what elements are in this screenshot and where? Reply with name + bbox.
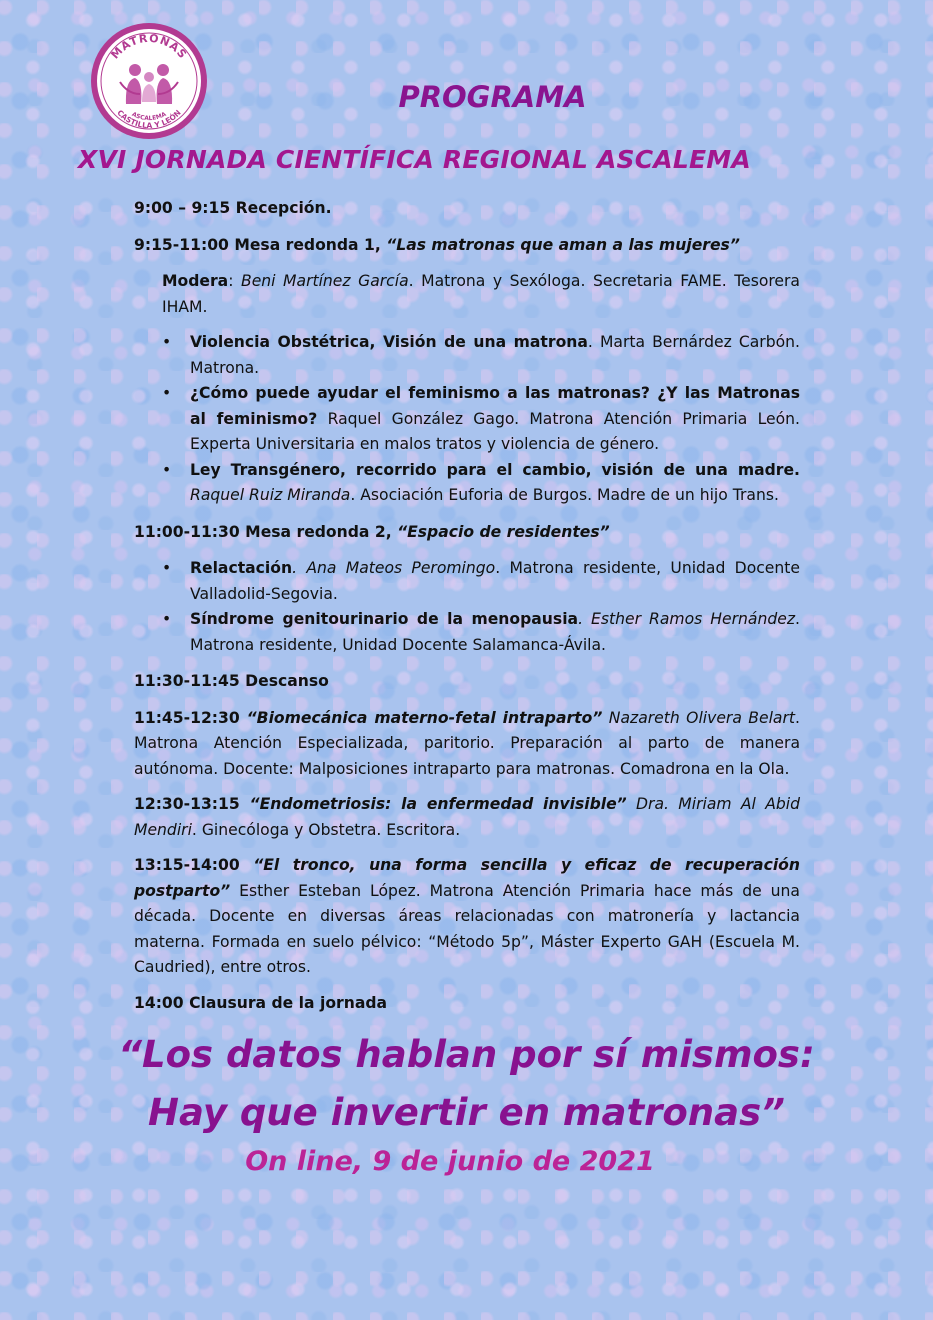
bullet-icon: • <box>162 559 172 577</box>
motto-line-2: Hay que invertir en matronas” <box>148 1091 785 1134</box>
list-item: • Relactación. Ana Mateos Peromingo. Matrona residente, Unidad Docente Valladolid-Segovia. <box>162 556 800 607</box>
schedule-item-endometriosis: 12:30-13:15 “Endometriosis: la enfermedad invisible” Dra. Miriam Al Abid Mendiri. Ginecóloga y Obstetra. Escritora. <box>134 795 800 839</box>
event-subtitle: XVI JORNADA CIENTÍFICA REGIONAL ASCALEMA <box>78 145 751 174</box>
moderator-name: Beni Martínez García <box>241 272 409 290</box>
schedule-item-closing: 14:00 Clausura de la jornada <box>134 993 388 1012</box>
schedule-item-round-table-1: 9:15-11:00 Mesa redonda 1, “Las matronas que aman a las mujeres” <box>134 235 740 254</box>
bullet-icon: • <box>162 460 172 479</box>
schedule-item-round-table-2: 11:00-11:30 Mesa redonda 2, “Espacio de residentes” <box>134 522 610 541</box>
round-table-1-title: “Las matronas que aman a las mujeres” <box>386 235 740 254</box>
motto-line-1: “Los datos hablan por sí mismos: <box>118 1033 815 1076</box>
round-table-2-title: “Espacio de residentes” <box>397 522 610 541</box>
schedule-item-reception: 9:00 – 9:15 Recepción. <box>134 199 332 217</box>
bullet-icon: • <box>162 610 172 628</box>
schedule-item-postpartum: 13:15-14:00 “El tronco, una forma sencilla y eficaz de recuperación postparto” Esther Esteban López. Matrona Atención Primaria hace más de una década. Docente en diversas áreas relacionadas con matronería y lactancia materna. Formada en suelo pélvico: “Método 5p”, Máster Experto GAH (Escuela M. Caudried), entre otros. <box>134 856 800 976</box>
schedule-item-break: 11:30-11:45 Descanso <box>134 672 329 690</box>
logo-top-text: MATRONAS <box>108 31 190 62</box>
list-item: • Ley Transgénero, recorrido para el cambio, visión de una madre. Raquel Ruiz Miranda. Asociación Euforia de Burgos. Madre de un hijo Trans. <box>162 458 800 509</box>
round-table-2-talks <box>162 556 800 658</box>
event-date: On line, 9 de junio de 2021 <box>245 1146 655 1177</box>
title-text: PROGRAMA <box>398 80 587 114</box>
list-item: • Violencia Obstétrica, Visión de una matrona. Marta Bernárdez Carbón. Matrona. <box>162 330 800 381</box>
bullet-icon: • <box>162 333 172 351</box>
moderator-line: Modera: Beni Martínez García. Matrona y Sexóloga. Secretaria FAME. Tesorera IHAM. <box>162 272 800 316</box>
page-title <box>0 80 933 114</box>
logo-bottom-text: CASTILLA Y LEÓN <box>115 108 183 131</box>
logo-bottom-text-2: ASCALEMA <box>130 110 168 123</box>
list-item: • ¿Cómo puede ayudar el feminismo a las matronas? ¿Y las Matronas al feminismo? Raquel González Gago. Matrona Atención Primaria León. Experta Universitaria en malos tratos y violencia de género. <box>162 381 800 458</box>
list-item: • Síndrome genitourinario de la menopausia. Esther Ramos Hernández. Matrona residente, Unidad Docente Salamanca-Ávila. <box>162 607 800 658</box>
bullet-icon: • <box>162 384 172 402</box>
program-list <box>134 196 800 1027</box>
schedule-item-biomechanics: 11:45-12:30 “Biomecánica materno-fetal intraparto” Nazareth Olivera Belart. Matrona Atención Especializada, paritorio. Preparación al parto de manera autónoma. Docente: Malposiciones intraparto para matronas. Comadrona en la Ola. <box>134 708 800 778</box>
round-table-1-talks <box>162 330 800 509</box>
